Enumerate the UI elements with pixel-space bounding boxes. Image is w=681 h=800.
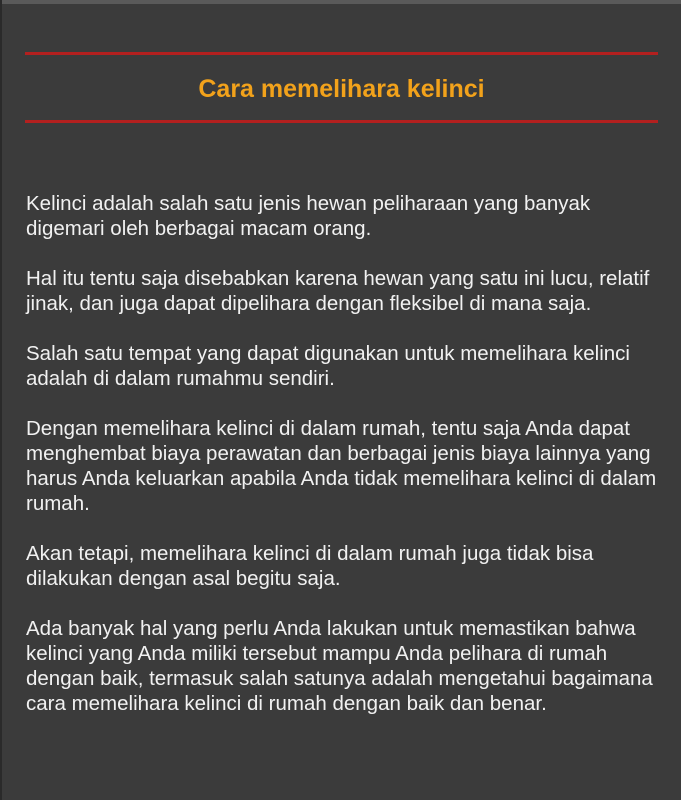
title-bottom-divider (25, 120, 658, 123)
paragraph-3: Salah satu tempat yang dapat digunakan untuk memelihara kelinci adalah di dalam rumahmu sendiri. (26, 342, 630, 390)
article-body (26, 191, 662, 741)
title-top-divider (25, 52, 658, 55)
article-title: Cara memelihara kelinci (198, 75, 485, 103)
paragraph-6: Ada banyak hal yang perlu Anda lakukan untuk memastikan bahwa kelinci yang Anda miliki tersebut mampu Anda pelihara di rumah dengan baik, termasuk salah satunya adalah mengetahui bagaimana cara memelihara kelinci di rumah dengan baik dan benar. (26, 617, 653, 715)
left-edge (0, 0, 2, 800)
paragraph-4: Dengan memelihara kelinci di dalam rumah, tentu saja Anda dapat menghembat biaya perawatan dan berbagai jenis biaya lainnya yang harus Anda keluarkan apabila Anda tidak memelihara kelinci di dalam rumah. (26, 417, 657, 515)
top-edge (0, 0, 681, 4)
paragraph-5: Akan tetapi, memelihara kelinci di dalam rumah juga tidak bisa dilakukan dengan asal begitu saja. (26, 542, 594, 590)
paragraph-2: Hal itu tentu saja disebabkan karena hewan yang satu ini lucu, relatif jinak, dan juga dapat dipelihara dengan fleksibel di mana saja. (26, 267, 650, 315)
paragraph-1: Kelinci adalah salah satu jenis hewan peliharaan yang banyak digemari oleh berbagai macam orang. (26, 192, 591, 240)
